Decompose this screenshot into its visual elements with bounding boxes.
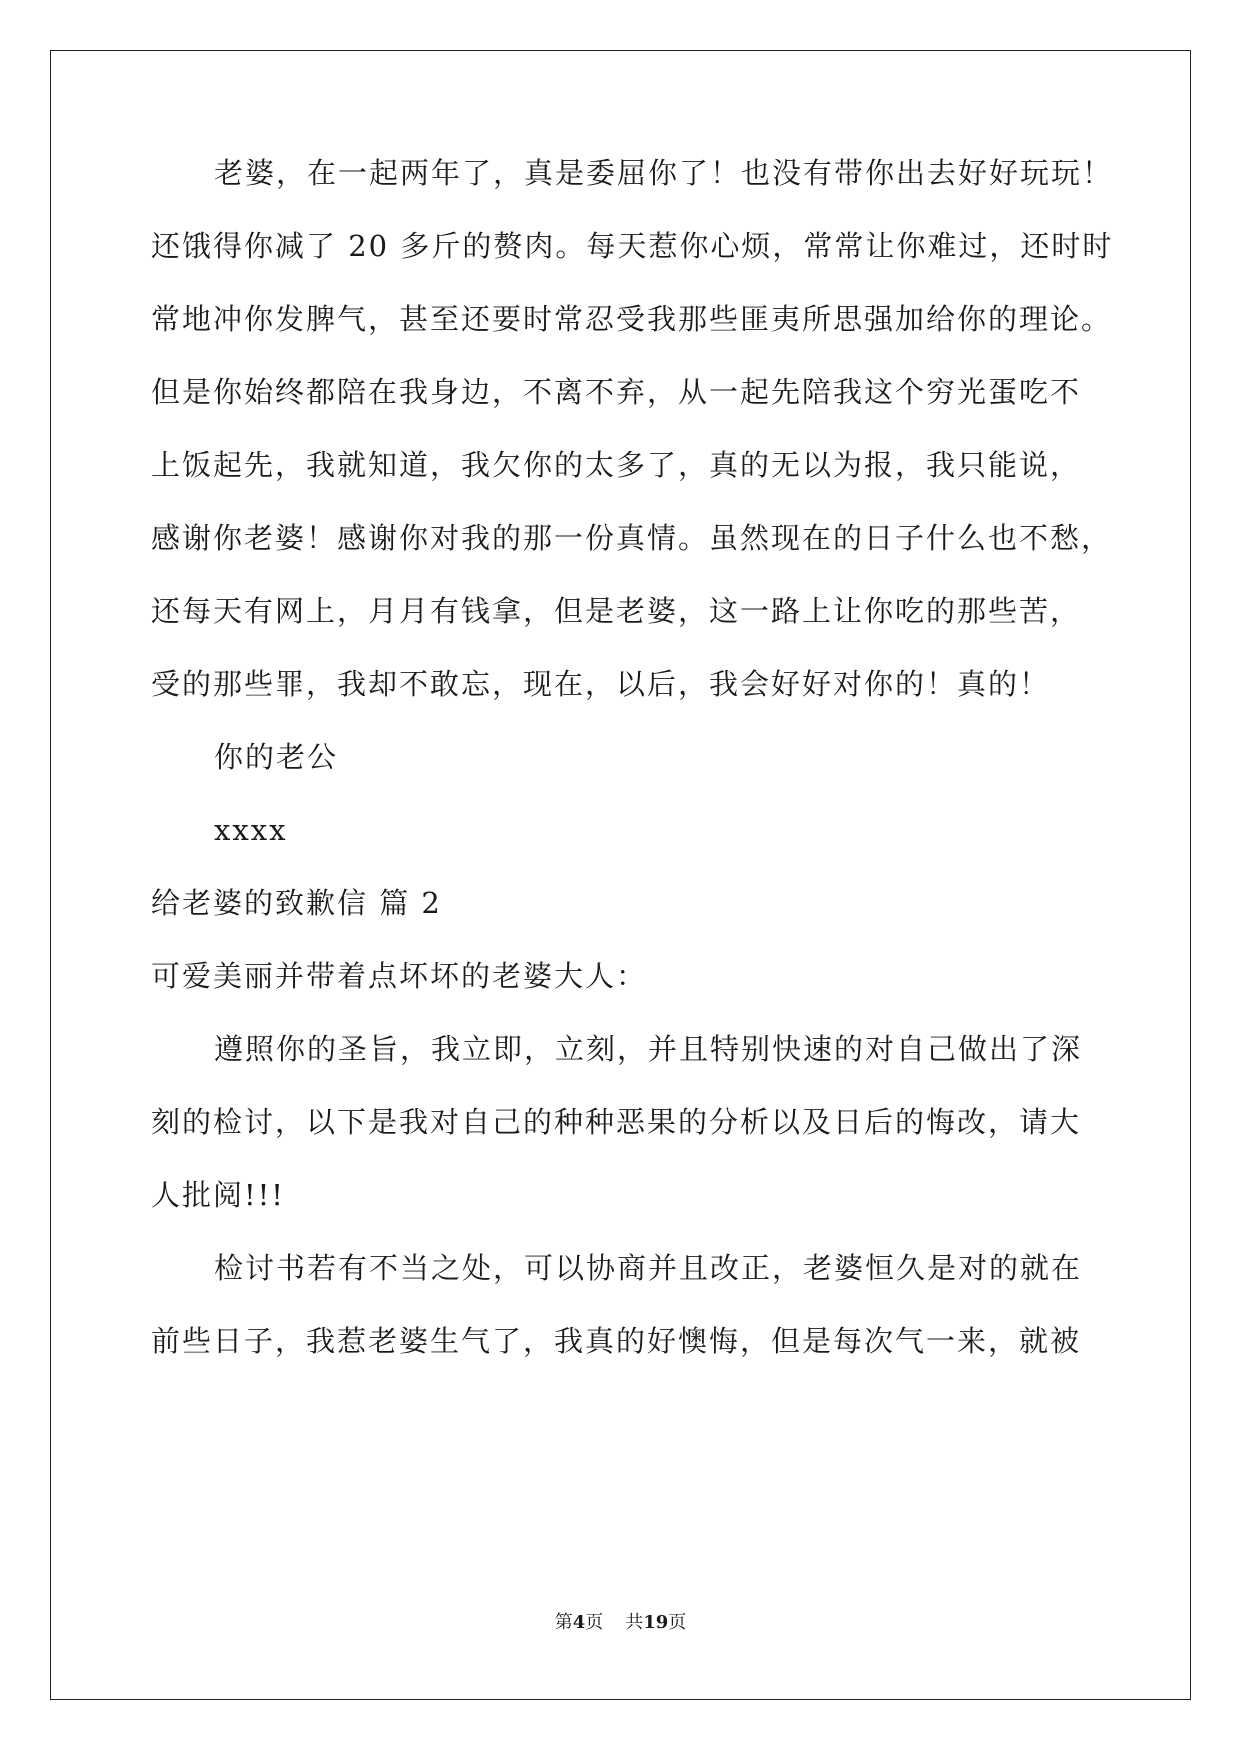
text-line: 人批阅!!!: [151, 1178, 285, 1212]
signature-name: xxxx: [214, 813, 288, 847]
text-line: 还饿得你减了 20 多斤的赘肉。每天惹你心烦，常常让你难过，还时时: [151, 229, 1114, 263]
text-line: 老婆，在一起两年了，真是委屈你了！也没有带你出去好好玩玩！: [214, 156, 1114, 190]
text-line: 刻的检讨，以下是我对自己的种种恶果的分析以及日后的悔改，请大: [151, 1105, 1082, 1139]
text-line: 前些日子，我惹老婆生气了，我真的好懊悔，但是每次气一来，就被: [151, 1324, 1082, 1358]
signature-label: 你的老公: [214, 740, 339, 774]
page-frame: [50, 50, 1191, 1700]
text-line: 遵照你的圣旨，我立即，立刻，并且特别快速的对自己做出了深: [214, 1032, 1083, 1066]
footer-total-prefix: 共: [625, 1612, 644, 1633]
footer-prefix: 第: [554, 1612, 573, 1633]
text-line: 但是你始终都陪在我身边，不离不弃，从一起先陪我这个穷光蛋吃不: [151, 375, 1082, 409]
text-line: 上饭起先，我就知道，我欠你的太多了，真的无以为报，我只能说，: [151, 448, 1082, 482]
text-line: 受的那些罪，我却不敢忘，现在，以后，我会好好对你的！真的！: [151, 667, 1051, 701]
text-line: 还每天有网上，月月有钱拿，但是老婆，这一路上让你吃的那些苦，: [151, 594, 1082, 628]
total-pages: 19: [643, 1612, 669, 1633]
footer-total-suffix: 页: [668, 1612, 687, 1633]
salutation: 可爱美丽并带着点坏坏的老婆大人：: [151, 959, 648, 993]
page-number: 4: [572, 1612, 586, 1633]
text-line: 检讨书若有不当之处，可以协商并且改正，老婆恒久是对的就在: [214, 1251, 1083, 1285]
footer-page-suffix: 页: [585, 1612, 604, 1633]
text-line: 感谢你老婆！感谢你对我的那一份真情。虽然现在的日子什么也不愁，: [151, 521, 1113, 555]
text-line: 常地冲你发脾气，甚至还要时常忍受我那些匪夷所思强加给你的理论。: [151, 302, 1113, 336]
section-heading: 给老婆的致歉信 篇 2: [151, 886, 442, 920]
page-footer: [0, 1612, 1241, 1634]
